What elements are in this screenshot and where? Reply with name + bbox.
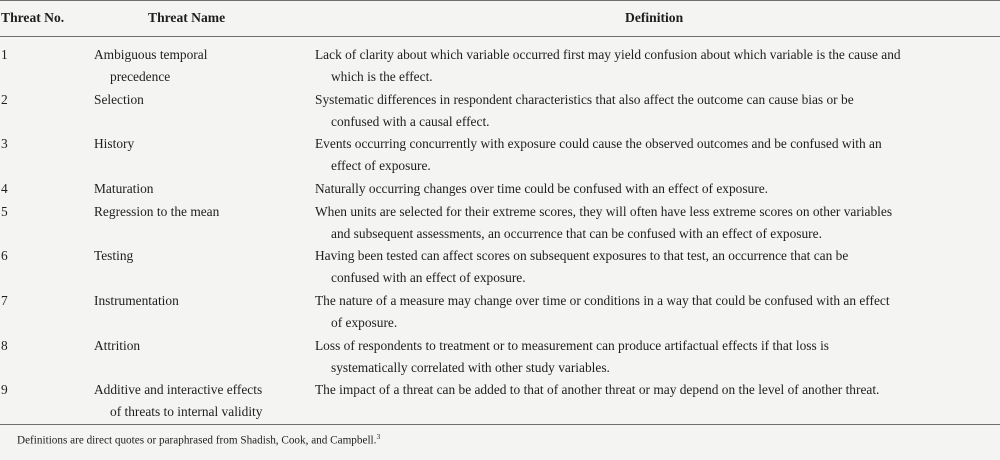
definition-line: Lack of clarity about which variable occurred first may yield confusion about which variable is the cause and	[315, 47, 901, 62]
threat-number: 3	[1, 136, 8, 151]
threat-name-line: of threats to internal validity	[110, 404, 263, 419]
header-definition: Definition	[625, 10, 684, 25]
threat-number: 7	[1, 293, 8, 308]
threat-name	[94, 379, 309, 423]
definition-line: Naturally occurring changes over time could be confused with an effect of exposure.	[315, 181, 769, 196]
threat-definition	[315, 245, 999, 289]
threat-name-line: precedence	[110, 69, 171, 84]
threat-name	[94, 44, 309, 88]
threat-name-line: Maturation	[94, 181, 154, 196]
threat-definition	[315, 133, 999, 177]
threat-name-line: Ambiguous temporal	[94, 47, 208, 62]
threat-name	[94, 201, 309, 223]
threat-name	[94, 290, 309, 312]
definition-line: Systematic differences in respondent characteristics that also affect the outcome can cause bias or be	[315, 92, 854, 107]
threat-number: 5	[1, 204, 8, 219]
definition-line: which is the effect.	[331, 69, 433, 84]
threat-name-line: Attrition	[94, 338, 141, 353]
header-threat-no: Threat No.	[1, 10, 65, 25]
threat-name-line: Testing	[94, 248, 134, 263]
definition-line: confused with an effect of exposure.	[331, 270, 526, 285]
footnote-text: Definitions are direct quotes or paraphrased from Shadish, Cook, and Campbell.	[17, 434, 377, 447]
threat-name-line: Regression to the mean	[94, 204, 220, 219]
definition-line: effect of exposure.	[331, 158, 431, 173]
definition-line: of exposure.	[331, 315, 398, 330]
threat-definition	[315, 201, 999, 245]
threat-number: 4	[1, 181, 8, 196]
threat-name-line: Additive and interactive effects	[94, 382, 263, 397]
threat-definition	[315, 290, 999, 334]
definition-line: systematically correlated with other study variables.	[331, 360, 610, 375]
definition-line: The impact of a threat can be added to that of another threat or may depend on the level of another threat.	[315, 382, 880, 397]
definition-line: The nature of a measure may change over time or conditions in a way that could be confused with an effect	[315, 293, 890, 308]
top-rule	[0, 0, 1000, 1]
threat-definition	[315, 178, 999, 200]
definition-line: and subsequent assessments, an occurrence that can be confused with an effect of exposure.	[331, 226, 822, 241]
definition-line: Events occurring concurrently with exposure could cause the observed outcomes and be confused with an	[315, 136, 882, 151]
header-rule	[0, 36, 1000, 37]
threat-name-line: Selection	[94, 92, 144, 107]
footnote	[17, 432, 380, 447]
threat-name	[94, 245, 309, 267]
threat-name	[94, 335, 309, 357]
threat-number: 6	[1, 248, 8, 263]
threat-name	[94, 133, 309, 155]
threat-definition	[315, 335, 999, 379]
threat-number: 1	[1, 47, 8, 62]
threat-name-line: History	[94, 136, 135, 151]
threat-number: 2	[1, 92, 8, 107]
bottom-rule	[0, 424, 1000, 425]
threat-number: 9	[1, 382, 8, 397]
threat-definition	[315, 44, 999, 88]
threat-name-line: Instrumentation	[94, 293, 179, 308]
footnote-ref: 3	[376, 432, 381, 441]
definition-line: Loss of respondents to treatment or to measurement can produce artifactual effects if that loss is	[315, 338, 830, 353]
header-threat-name: Threat Name	[148, 10, 226, 25]
definition-line: confused with a causal effect.	[331, 114, 490, 129]
threat-definition	[315, 379, 999, 401]
definition-line: When units are selected for their extreme scores, they will often have less extreme scores on other variables	[315, 204, 893, 219]
threat-name	[94, 89, 309, 111]
definition-line: Having been tested can affect scores on subsequent exposures to that test, an occurrence that can be	[315, 248, 849, 263]
threat-definition	[315, 89, 999, 133]
threat-number: 8	[1, 338, 8, 353]
threat-name	[94, 178, 309, 200]
